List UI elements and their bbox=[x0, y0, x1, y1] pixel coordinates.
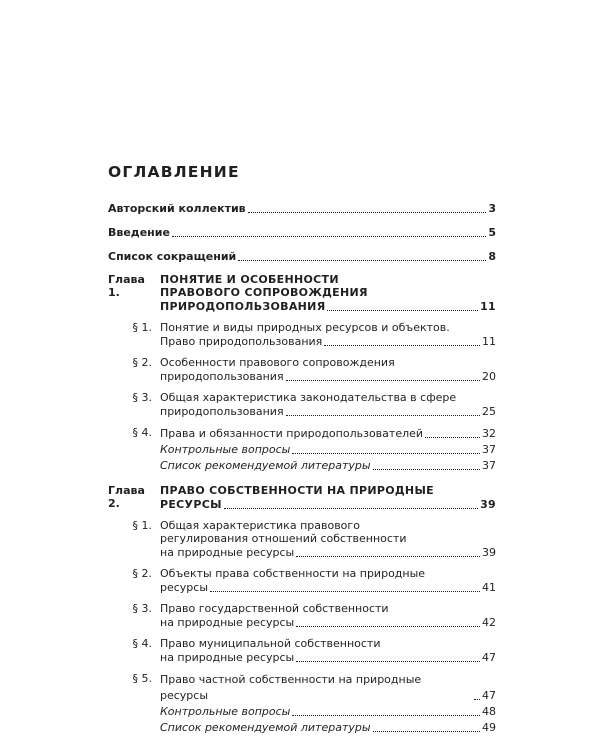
chapter-label: Глава 1. bbox=[108, 273, 145, 299]
table-of-contents bbox=[108, 201, 496, 736]
chapter-title-line: ПРАВО СОБСТВЕННОСТИ НА ПРИРОДНЫЕ bbox=[160, 484, 434, 497]
section-title-line: Право природопользования bbox=[160, 335, 323, 348]
entry-title: Введение bbox=[108, 226, 170, 239]
page-number: 47 bbox=[482, 651, 496, 664]
page-number: 3 bbox=[488, 202, 496, 215]
section-1-3-entry bbox=[108, 391, 496, 420]
page-number: 11 bbox=[482, 335, 496, 348]
toc-entry-introduction bbox=[108, 225, 496, 241]
dot-leader bbox=[292, 715, 480, 716]
section-2-1-entry bbox=[108, 519, 496, 561]
entry-title: Список сокращений bbox=[108, 250, 237, 263]
section-label: § 4. bbox=[132, 637, 152, 650]
section-title-line: Права и обязанности природопользователей bbox=[160, 427, 424, 440]
chapter-title-line: РЕСУРСЫ bbox=[160, 498, 222, 511]
section-title-line: ресурсы bbox=[160, 581, 209, 594]
section-label: § 2. bbox=[132, 356, 152, 369]
section-1-2-entry bbox=[108, 356, 496, 385]
section-label: § 1. bbox=[132, 519, 152, 532]
entry-title: Список рекомендуемой литературы bbox=[160, 459, 371, 472]
toc-entry-recommended-literature bbox=[160, 458, 496, 474]
dot-leader bbox=[286, 380, 480, 381]
page-number: 37 bbox=[482, 443, 496, 456]
section-title-line: природопользования bbox=[160, 405, 284, 418]
section-2-4-entry bbox=[108, 637, 496, 666]
toc-heading: ОГЛАВЛЕНИЕ bbox=[108, 163, 240, 181]
page-number: 49 bbox=[482, 721, 496, 734]
toc-entry-review-questions bbox=[160, 704, 496, 720]
page-number: 11 bbox=[480, 300, 496, 313]
dot-leader bbox=[296, 661, 480, 662]
dot-leader bbox=[286, 415, 480, 416]
section-label: § 2. bbox=[132, 567, 152, 580]
dot-leader bbox=[425, 437, 480, 438]
dot-leader bbox=[327, 310, 478, 311]
toc-entry-abbreviations bbox=[108, 249, 496, 265]
section-2-3-entry bbox=[108, 602, 496, 631]
section-title-line: Право государственной собственности bbox=[160, 602, 389, 615]
page-number: 39 bbox=[480, 498, 496, 511]
page-number: 37 bbox=[482, 459, 496, 472]
chapter-1-entry bbox=[108, 273, 496, 315]
dot-leader bbox=[238, 260, 486, 261]
section-title-line: Право частной собственности на природные ресурсы bbox=[160, 673, 422, 702]
dot-leader bbox=[373, 469, 480, 470]
chapter-label: Глава 2. bbox=[108, 484, 145, 510]
section-label: § 5. bbox=[132, 672, 152, 685]
section-title-line: природопользования bbox=[160, 370, 284, 383]
toc-entry-authors bbox=[108, 201, 496, 217]
section-1-4-entry bbox=[108, 426, 496, 442]
chapter-title-line: ПРАВОВОГО СОПРОВОЖДЕНИЯ bbox=[160, 286, 368, 299]
section-2-2-entry bbox=[108, 567, 496, 596]
dot-leader bbox=[296, 626, 480, 627]
section-label: § 3. bbox=[132, 391, 152, 404]
dot-leader bbox=[210, 591, 480, 592]
page-number: 5 bbox=[488, 226, 496, 239]
page-number: 47 bbox=[482, 689, 496, 702]
section-title-line: на природные ресурсы bbox=[160, 546, 295, 559]
toc-entry-review-questions bbox=[160, 442, 496, 458]
section-1-1-entry bbox=[108, 321, 496, 350]
section-title-line: Общая характеристика законодательства в сфере bbox=[160, 391, 457, 404]
chapter-title-line: ПОНЯТИЕ И ОСОБЕННОСТИ bbox=[160, 273, 339, 286]
dot-leader bbox=[474, 699, 480, 700]
section-title-line: Право муниципальной собственности bbox=[160, 637, 381, 650]
section-title-line: Объекты права собственности на природные bbox=[160, 567, 426, 580]
entry-title: Контрольные вопросы bbox=[160, 705, 291, 718]
dot-leader bbox=[172, 236, 486, 237]
section-label: § 1. bbox=[132, 321, 152, 334]
chapter-2-entry bbox=[108, 484, 496, 513]
section-title-line: на природные ресурсы bbox=[160, 616, 295, 629]
dot-leader bbox=[324, 345, 480, 346]
dot-leader bbox=[292, 453, 480, 454]
entry-title: Авторский коллектив bbox=[108, 202, 246, 215]
entry-title: Список рекомендуемой литературы bbox=[160, 721, 371, 734]
chapter-title-line: ПРИРОДОПОЛЬЗОВАНИЯ bbox=[160, 300, 326, 313]
dot-leader bbox=[373, 731, 480, 732]
dot-leader bbox=[248, 212, 487, 213]
section-title-line: регулирования отношений собственности bbox=[160, 532, 407, 545]
section-label: § 3. bbox=[132, 602, 152, 615]
page-number: 48 bbox=[482, 705, 496, 718]
page-number: 41 bbox=[482, 581, 496, 594]
dot-leader bbox=[224, 508, 478, 509]
section-title-line: на природные ресурсы bbox=[160, 651, 295, 664]
page-number: 8 bbox=[488, 250, 496, 263]
page-number: 20 bbox=[482, 370, 496, 383]
section-title-line: Особенности правового сопровождения bbox=[160, 356, 395, 369]
page-number: 25 bbox=[482, 405, 496, 418]
page-number: 32 bbox=[482, 427, 496, 440]
section-title-line: Общая характеристика правового bbox=[160, 519, 360, 532]
dot-leader bbox=[296, 556, 480, 557]
toc-entry-recommended-literature bbox=[160, 720, 496, 736]
page-number: 42 bbox=[482, 616, 496, 629]
page-number: 39 bbox=[482, 546, 496, 559]
entry-title: Контрольные вопросы bbox=[160, 443, 291, 456]
section-label: § 4. bbox=[132, 426, 152, 439]
section-2-5-entry bbox=[108, 672, 496, 704]
section-title-line: Понятие и виды природных ресурсов и объектов. bbox=[160, 321, 450, 334]
